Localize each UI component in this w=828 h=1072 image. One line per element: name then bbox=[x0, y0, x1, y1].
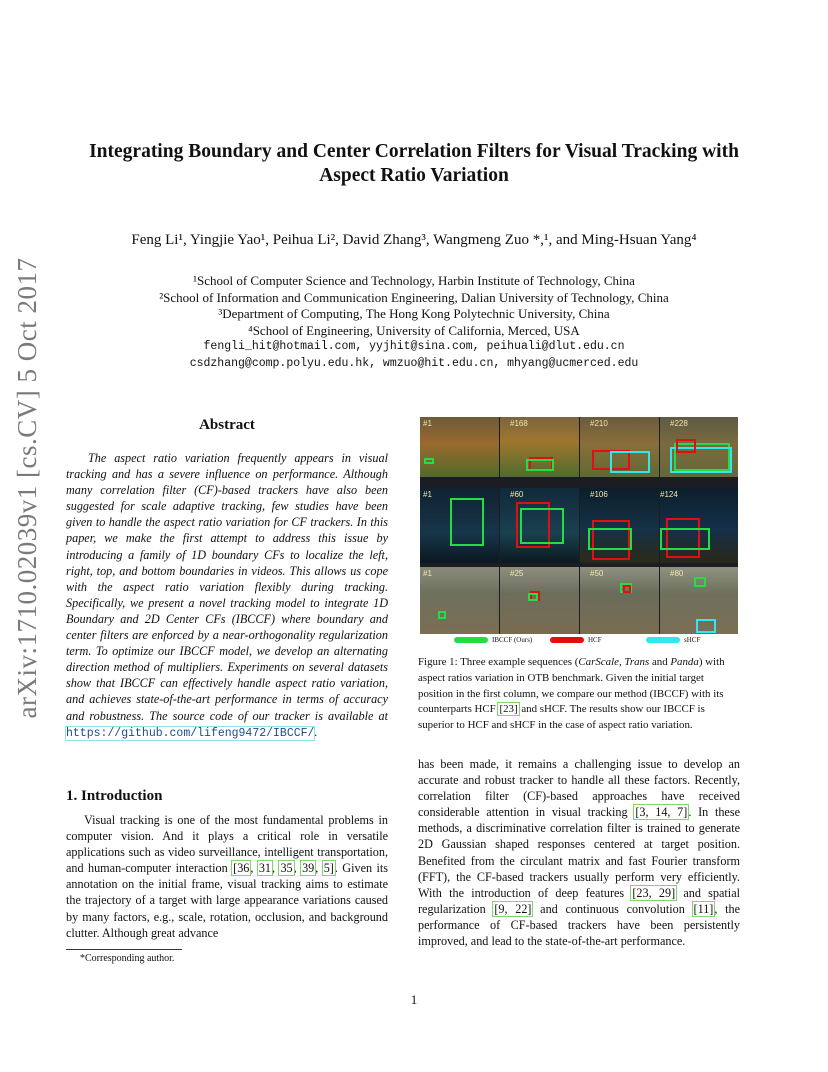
legend-item-shcf bbox=[646, 636, 700, 644]
citation-link[interactable]: [23, 29] bbox=[632, 885, 676, 900]
citation-link[interactable]: 35 bbox=[280, 861, 293, 876]
legend-item-hcf bbox=[550, 636, 602, 644]
figure-row-carscale bbox=[420, 417, 738, 477]
caption-text: and bbox=[649, 656, 671, 668]
citation-link[interactable]: [23] bbox=[499, 703, 518, 716]
citation-link[interactable]: [11] bbox=[693, 901, 714, 916]
legend-swatch bbox=[550, 637, 584, 643]
affiliations bbox=[40, 273, 788, 372]
hcf-box bbox=[623, 585, 631, 593]
hcf-box bbox=[676, 439, 696, 453]
abstract-heading: Abstract bbox=[199, 417, 255, 433]
frame-label: #168 bbox=[510, 419, 528, 428]
ibccf-box bbox=[526, 459, 554, 471]
figure-legend bbox=[420, 634, 738, 648]
frame-label: #1 bbox=[423, 419, 432, 428]
caption-italic: Trans bbox=[624, 656, 650, 668]
ibccf-box bbox=[588, 528, 632, 550]
legend-label: sHCF bbox=[684, 636, 701, 644]
body-text: . In these methods, a discriminative correlation filter is trained to generate 2D Gaussian shaped responses centered at target position. Benefited from the circulant matrix and fast Fourier transform (FFT), the CF-based trackers usually perform very efficiently. With the introduction of deep features bbox=[418, 805, 740, 900]
email-line-2: csdzhang@comp.polyu.edu.hk, wmzuo@hit.edu.cn, mhyang@ucmerced.edu bbox=[189, 356, 639, 370]
intro-text-a: Visual tracking is one of the most fundamental problems in computer vision. And it plays a critical role in versatile applications such as video surveillance, intelligent transportation, and human-computer interaction bbox=[66, 813, 388, 876]
intro-paragraph: Visual tracking is one of the most fundamental problems in computer vision. And it plays a critical role in versatile applications such as video surveillance, intelligent transportation, and human-computer interaction [36, 31, 35, 39, 5]. Given its annotation on the initial frame, visual tracking aims to estimate the trajectory of a target with large appearance variations caused by many factors, e.g., scale, rotation, occlusion, and background clutter. Although great advance bbox=[66, 813, 388, 940]
legend-item-ibccf bbox=[454, 636, 532, 644]
footnote: *Corresponding author. bbox=[80, 953, 175, 964]
affiliation-1: ¹School of Computer Science and Technology, Harbin Institute of Technology, China bbox=[193, 273, 635, 288]
legend-swatch bbox=[454, 637, 488, 643]
ibccf-box bbox=[438, 611, 446, 619]
abstract-end: . bbox=[314, 724, 318, 739]
ibccf-box bbox=[450, 498, 484, 546]
frame-label: #80 bbox=[670, 569, 684, 578]
arxiv-stamp: arXiv:1710.02039v1 [cs.CV] 5 Oct 2017 bbox=[12, 257, 42, 719]
shcf-box bbox=[696, 619, 716, 633]
frame-label: #106 bbox=[590, 490, 608, 499]
affiliation-4: ⁴School of Engineering, University of California, Merced, USA bbox=[248, 322, 580, 338]
right-column-text bbox=[418, 756, 740, 949]
email-line-1: fengli_hit@hotmail.com, yyjhit@sina.com, peihuali@dlut.edu.cn bbox=[203, 340, 625, 353]
citation-link[interactable]: [3, 14, 7] bbox=[635, 805, 688, 820]
ibccf-box bbox=[528, 593, 538, 601]
legend-label: HCF bbox=[588, 636, 602, 644]
shcf-box bbox=[610, 451, 650, 473]
figure-row-panda bbox=[420, 567, 738, 634]
legend-label: IBCCF (Ours) bbox=[492, 636, 533, 644]
frame-label: #1 bbox=[423, 490, 432, 499]
frame-label: #210 bbox=[590, 419, 608, 428]
ibccf-box bbox=[520, 508, 564, 544]
title-line-2: Aspect Ratio Variation bbox=[319, 165, 509, 186]
frame-label: #50 bbox=[590, 569, 604, 578]
legend-swatch bbox=[646, 637, 680, 643]
affiliation-2: ²School of Information and Communication Engineering, Dalian University of Technology, China bbox=[159, 289, 669, 305]
caption-text: Figure 1: Three example sequences ( bbox=[418, 656, 579, 668]
author-list: Feng Li¹, Yingjie Yao¹, Peihua Li², David Zhang³, Wangmeng Zuo *,¹, and Ming-Hsuan Yang⁴ bbox=[131, 232, 697, 248]
ibccf-box bbox=[694, 577, 706, 587]
paper-title bbox=[40, 140, 788, 188]
affiliation-3: ³Department of Computing, The Hong Kong Polytechnic University, China bbox=[218, 306, 610, 321]
figure-1 bbox=[420, 417, 738, 634]
frame-label: #124 bbox=[660, 490, 678, 499]
ibccf-box bbox=[424, 458, 434, 464]
frame-label: #25 bbox=[510, 569, 524, 578]
frame-label: #228 bbox=[670, 419, 688, 428]
caption-italic: Panda bbox=[670, 656, 699, 668]
caption-text: ) with aspect ratios variation in OTB benchmark. Given the initial target position in the first column, we compare our method (IBCCF) with its counterparts HCF bbox=[418, 656, 725, 716]
citation-link[interactable]: [36 bbox=[233, 861, 250, 876]
ibccf-box bbox=[660, 528, 710, 550]
page-number: 1 bbox=[410, 992, 418, 1007]
body-text: , the performance of CF-based trackers have been persistently improved, and lead to the state-of-the-art performance. bbox=[418, 901, 740, 949]
citation-link[interactable]: 5] bbox=[323, 861, 334, 876]
caption-text: and sHCF. The results show our IBCCF is superior to HCF and sHCF in the case of aspect ratio variation. bbox=[418, 703, 705, 732]
body-text: and continuous convolution bbox=[532, 901, 693, 916]
citation-link[interactable]: 31 bbox=[258, 861, 272, 876]
abstract-text bbox=[66, 450, 388, 742]
frame-label: #1 bbox=[423, 569, 432, 578]
body-text: and spatial regularization bbox=[418, 885, 740, 916]
abstract-body: The aspect ratio variation frequently appears in visual tracking and has a severe influence on performance. Although many correlation filter (CF)-based trackers have also been suggested for scale adaptive tracking, few studies have been given to handle the aspect ratio variation for CF trackers. In this paper, we make the first attempt to address this issue by introducing a family of 1D boundary CFs to localize the left, right, top, and bottom boundaries in videos. This allows us cope with the aspect ratio variation flexibly during tracking. Specifically, we present a novel tracking model to integrate 1D Boundary and 2D Center CFs (IBCCF) where boundary and center filters are enforced by a near-orthogonality regularization term. To optimize our IBCCF model, we develop an alternating direction method of multipliers. Experiments on several datasets show that IBCCF can effectively handle aspect ratio variation, and achieves state-of-the-art performance in terms of accuracy and robustness. The source code of our tracker is available at bbox=[66, 451, 388, 723]
footnote-rule bbox=[66, 949, 182, 950]
figure-row-trans bbox=[420, 488, 738, 563]
caption-text: , bbox=[618, 656, 625, 668]
citation-link[interactable]: [9, 22] bbox=[494, 901, 532, 916]
intro-heading: 1. Introduction bbox=[66, 788, 163, 804]
citation-link[interactable]: 39 bbox=[302, 861, 315, 876]
caption-italic: CarScale bbox=[578, 656, 619, 668]
body-text: has been made, it remains a challenging issue to develop an accurate and robust tracker to handle all these factors. Recently, correlation filter (CF)-based approaches have received considerable attention in visual tracking bbox=[418, 757, 740, 820]
figure-caption bbox=[418, 655, 740, 734]
title-line-1: Integrating Boundary and Center Correlation Filters for Visual Tracking with bbox=[89, 141, 739, 162]
source-code-link[interactable]: https://github.com/lifeng9472/IBCCF/ bbox=[66, 726, 315, 740]
intro-text-b: . Given its annotation on the initial frame, visual tracking aims to estimate the trajectory of a target with large appearance variations caused by many factors, e.g., scale, rotation, occlusion, and background clutter. Although great advance bbox=[66, 861, 388, 940]
frame-label: #60 bbox=[510, 490, 524, 499]
